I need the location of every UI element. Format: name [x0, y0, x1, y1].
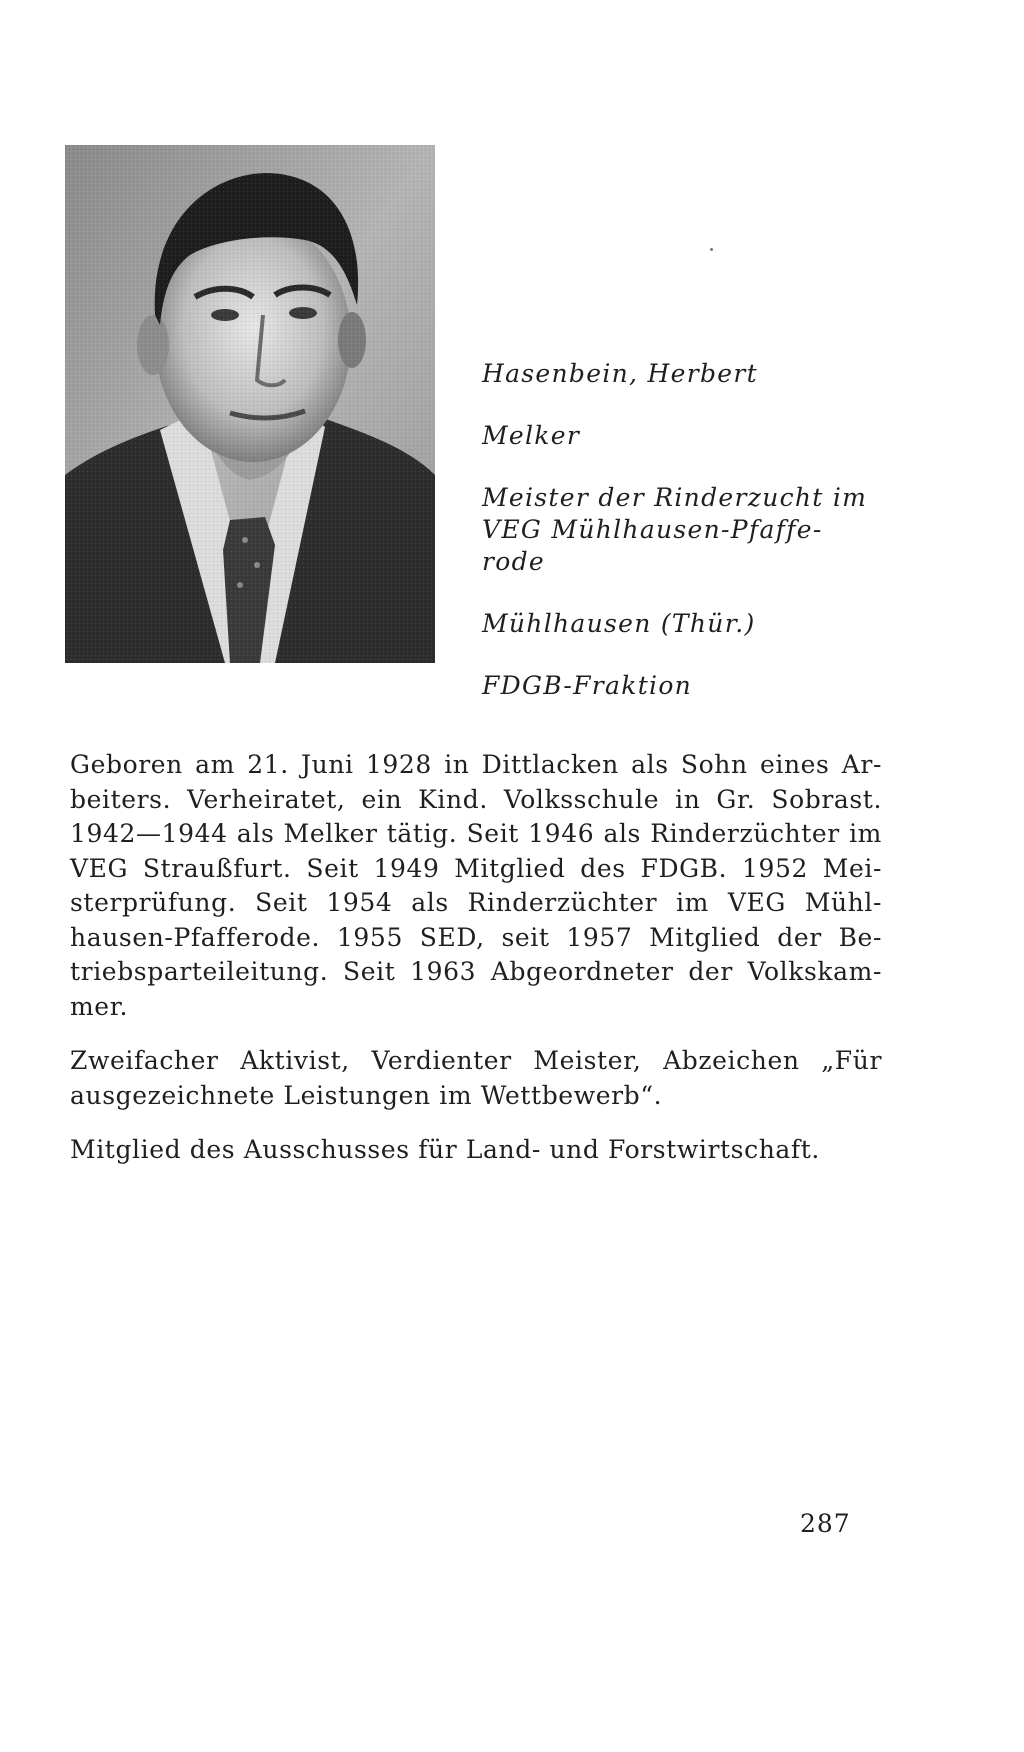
- biography-line: sterprüfung. Seit 1954 als Rinderzüchter im VEG Mühl-: [70, 888, 882, 917]
- person-name: Hasenbein, Herbert: [482, 359, 758, 388]
- awards-line: Zweifacher Aktivist, Verdienter Meister, Abzeichen „Für: [70, 1046, 882, 1075]
- person-position-line: Meister der Rinderzucht im: [482, 483, 868, 512]
- person-position-line: VEG Mühlhausen-Pfaffe-: [482, 515, 823, 544]
- committee-line: Mitglied des Ausschusses für Land- und Forstwirtschaft.: [70, 1135, 820, 1164]
- print-speck: [710, 248, 713, 251]
- biography-line: Geboren am 21. Juni 1928 in Dittlacken als Sohn eines Ar-: [70, 750, 882, 779]
- portrait-photo: [65, 145, 435, 663]
- person-occupation: Melker: [482, 421, 581, 450]
- person-position-line: rode: [482, 547, 546, 576]
- person-location: Mühlhausen (Thür.): [482, 609, 756, 638]
- biography-line: triebsparteileitung. Seit 1963 Abgeordneter der Volkskam-: [70, 957, 882, 986]
- biography-paragraph: [70, 748, 882, 1024]
- biography-line: mer.: [70, 991, 129, 1021]
- biography-line: VEG Straußfurt. Seit 1949 Mitglied des FDGB. 1952 Mei-: [70, 853, 882, 883]
- person-faction: FDGB-Fraktion: [482, 671, 693, 700]
- page-number: 287: [800, 1509, 851, 1538]
- biography-line: beiters. Verheiratet, ein Kind. Volksschule in Gr. Sobrast.: [70, 784, 882, 814]
- biography: [70, 748, 882, 1168]
- biography-line: hausen-Pfafferode. 1955 SED, seit 1957 Mitglied der Be-: [70, 922, 882, 952]
- biography-line: 1942—1944 als Melker tätig. Seit 1946 als Rinderzüchter im: [70, 819, 882, 848]
- awards-paragraph: [70, 1044, 882, 1113]
- committee-paragraph: [70, 1133, 882, 1168]
- portrait-icon: [65, 145, 435, 663]
- awards-line: ausgezeichnete Leistungen im Wettbewerb“.: [70, 1080, 663, 1110]
- person-info: [482, 358, 902, 702]
